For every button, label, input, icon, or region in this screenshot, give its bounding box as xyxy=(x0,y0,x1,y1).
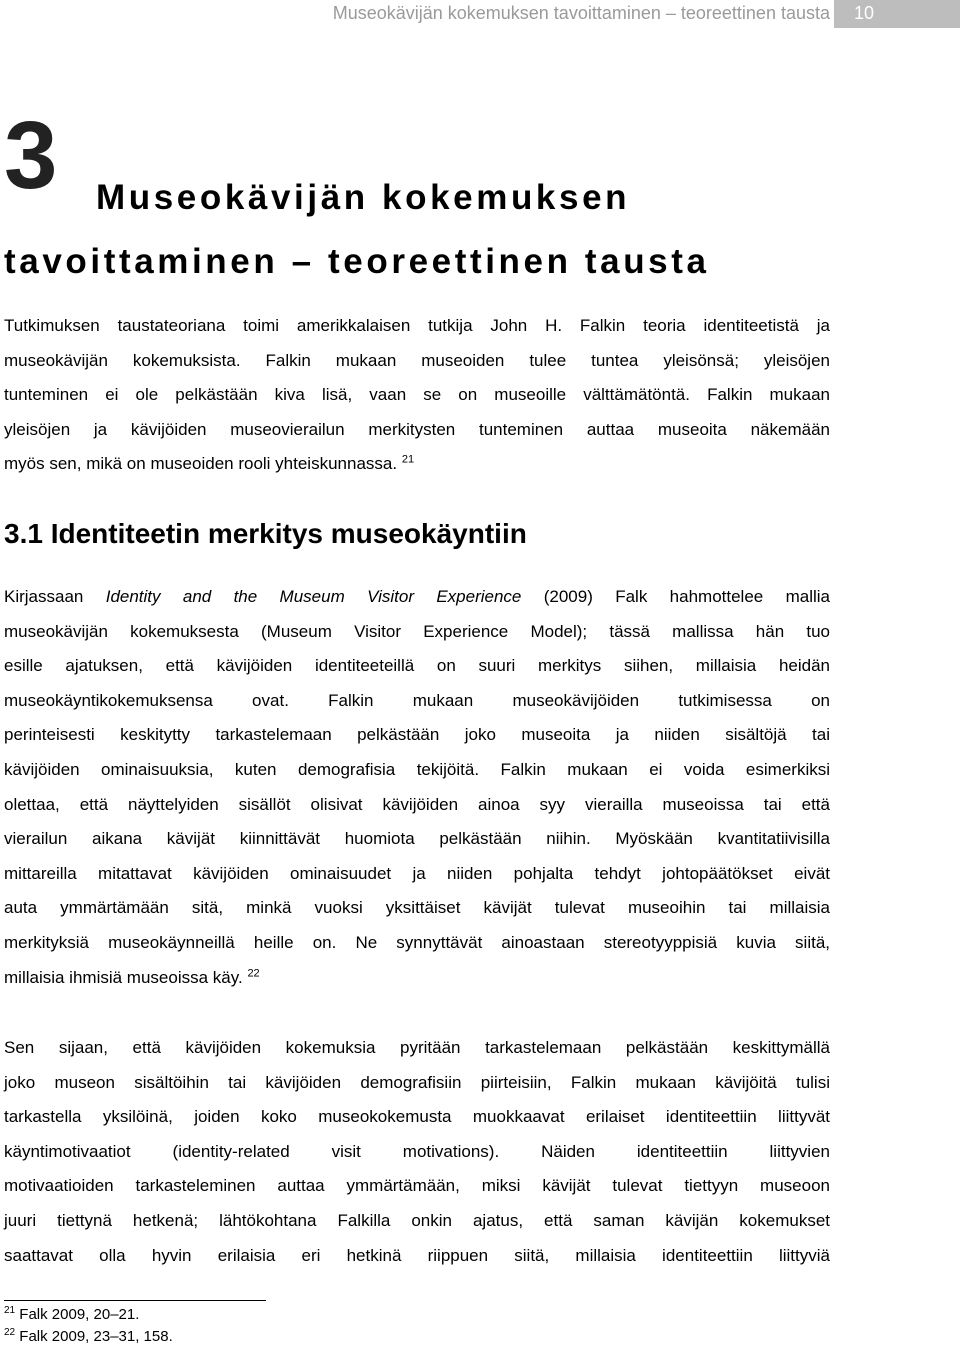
running-header xyxy=(0,0,960,28)
paragraph-line: juuri tiettynä hetkenä; lähtökohtana Falkilla onkin ajatus, että saman kävijän kokemukset xyxy=(4,1210,830,1230)
paragraph-line: esille ajatuksen, että kävijöiden identiteeteillä on suuri merkitys siihen, millaisia heidän xyxy=(4,656,830,676)
footnote-text: Falk 2009, 20–21. xyxy=(19,1306,140,1323)
paragraph-line-text: Kirjassaan xyxy=(4,587,106,606)
intro-paragraph xyxy=(4,309,830,482)
page-number: 10 xyxy=(854,3,875,23)
paragraph-line: motivaatioiden tarkasteleminen auttaa ymmärtämään, miksi kävijät tulevat tiettyyn museoon xyxy=(4,1176,830,1196)
paragraph-line: olettaa, että näyttelyiden sisällöt olisivat kävijöiden ainoa syy vierailla museoissa tai että xyxy=(4,794,830,814)
footnote-number: 21 xyxy=(4,1305,16,1316)
paragraph-line: joko museon sisältöihin tai kävijöiden demografisiin piirteisiin, Falkin mukaan kävijöitä tulisi xyxy=(4,1072,830,1092)
paragraph-line-text: (2009) Falk hahmottelee mallia xyxy=(521,587,830,606)
body-paragraph-3 xyxy=(4,1031,830,1273)
paragraph-line: käyntimotivaatiot (identity-related visit motivations). Näiden identiteettiin liittyvien xyxy=(4,1141,830,1161)
footnote-text: Falk 2009, 23–31, 158. xyxy=(19,1328,173,1345)
paragraph-line: mittareilla mitattavat kävijöiden ominaisuudet ja niiden pohjalta tehdyt johtopäätökset eivät xyxy=(4,863,830,883)
paragraph-line: museokävijän kokemuksista. Falkin mukaan museoiden tulee tuntea yleisönsä; yleisöjen xyxy=(4,350,830,370)
chapter-number: 3 xyxy=(4,102,54,209)
running-header-title: Museokävijän kokemuksen tavoittaminen – teoreettinen tausta xyxy=(332,3,830,23)
paragraph-line: kävijöiden ominaisuuksia, kuten demografisia tekijöitä. Falkin mukaan ei voida esimerkiksi xyxy=(4,759,830,779)
paragraph-line-text: millaisia ihmisiä museoissa käy. xyxy=(4,967,243,987)
paragraph-line: tarkastella yksilöinä, joiden koko museokokemusta muokkaavat erilaiset identiteettiin liittyvät xyxy=(4,1107,830,1127)
paragraph-line: auta ymmärtämään sitä, minkä vuoksi yksittäiset kävijät tulevat museoihin tai millaisia xyxy=(4,898,830,918)
paragraph-line-text: myös sen, mikä on museoiden rooli yhteiskunnassa. xyxy=(4,454,398,474)
footnote-ref: 22 xyxy=(247,966,260,979)
paragraph-line: tunteminen ei ole pelkästään kiva lisä, vaan se on museoille välttämätöntä. Falkin mukaan xyxy=(4,385,830,405)
footnote-number: 22 xyxy=(4,1327,16,1338)
paragraph-line: Sen sijaan, että kävijöiden kokemuksia pyritään tarkastelemaan pelkästään keskittymällä xyxy=(4,1038,830,1057)
body-paragraph-2 xyxy=(4,580,830,995)
footnote-separator xyxy=(4,1300,266,1301)
paragraph-line xyxy=(4,961,830,996)
footnote xyxy=(4,1328,173,1345)
chapter-title-line-2: tavoittaminen – teoreettinen tausta xyxy=(4,242,710,281)
book-title: Identity and the Museum Visitor Experience xyxy=(105,587,522,606)
footnote xyxy=(4,1306,139,1323)
paragraph-line xyxy=(4,580,830,615)
paragraph-line: Tutkimuksen taustateoriana toimi amerikkalaisen tutkija John H. Falkin teoria identiteetistä ja xyxy=(4,316,830,335)
page-number-box xyxy=(834,0,960,28)
section-heading: 3.1 Identiteetin merkitys museokäyntiin xyxy=(4,518,527,549)
chapter-title-line-1: Museokävijän kokemuksen xyxy=(96,178,631,217)
footnote-ref: 21 xyxy=(401,453,415,466)
paragraph-line xyxy=(4,447,830,482)
paragraph-line: perinteisesti keskitytty tarkastelemaan pelkästään joko museoita ja niiden sisältöjä tai xyxy=(4,725,830,745)
paragraph-line: yleisöjen ja kävijöiden museovierailun merkitysten tunteminen auttaa museoita näkemään xyxy=(4,419,830,439)
paragraph-line: merkityksiä museokäynneillä heille on. Ne synnyttävät ainoastaan stereotyyppisiä kuvia siitä, xyxy=(4,932,830,952)
paragraph-line: museokäyntikokemuksensa ovat. Falkin mukaan museokävijöiden tutkimisessa on xyxy=(4,690,830,710)
paragraph-line: museokävijän kokemuksesta (Museum Visitor Experience Model); tässä mallissa hän tuo xyxy=(4,621,830,641)
paragraph-line: saattavat olla hyvin erilaisia eri hetkinä riippuen siitä, millaisia identiteettiin liittyviä xyxy=(4,1245,830,1265)
paragraph-line: vierailun aikana kävijät kiinnittävät huomiota pelkästään niihin. Myöskään kvantitatiivisilla xyxy=(4,829,830,849)
